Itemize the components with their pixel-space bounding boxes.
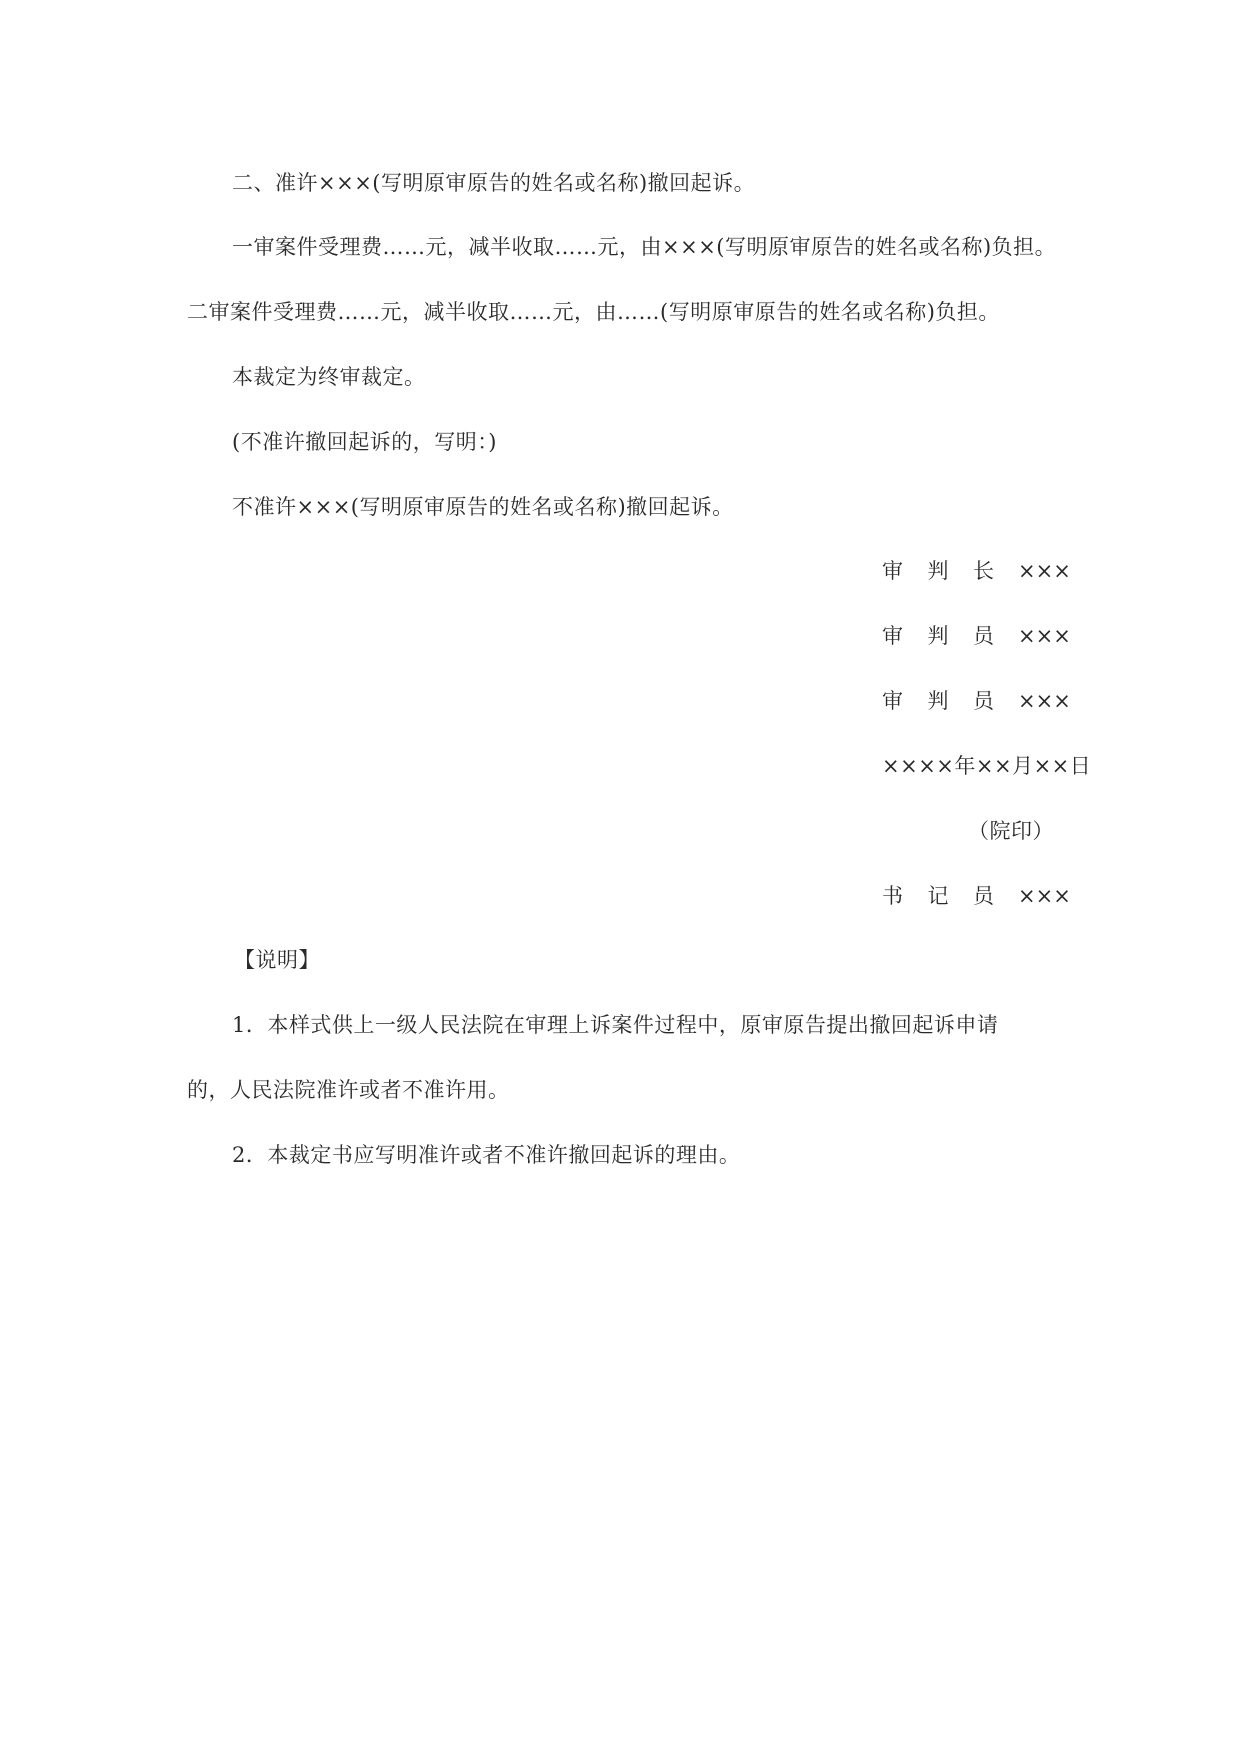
ruling-line-disapprove: 不准许×××(写明原审原告的姓名或名称)撤回起诉。 [232,495,734,519]
notes-heading: 【说明】 [234,948,320,972]
signature-role: 书 记 员 [882,884,994,908]
ruling-line-final: 本裁定为终审裁定。 [232,365,426,389]
signature-name: ××× [1018,559,1071,583]
ruling-line-first-instance-fee: 一审案件受理费……元，减半收取……元，由×××(写明原审原告的姓名或名称)负担。 [232,235,1057,259]
note-item-1: 1．本样式供上一级人民法院在审理上诉案件过程中，原审原告提出撤回起诉申请 [232,1013,999,1037]
signature-role: 审 判 员 [882,624,994,648]
ruling-line-approve: 二、准许×××(写明原审原告的姓名或名称)撤回起诉。 [232,171,756,195]
signature-name: ××× [1018,624,1071,648]
signature-role: 审 判 长 [882,559,994,583]
court-seal-label: （院印） [968,819,1054,843]
signature-name: ××× [1018,689,1071,713]
signature-judge-1 [882,621,1071,651]
note-item-1-continued: 的，人民法院准许或者不准许用。 [187,1078,510,1102]
ruling-date: ××××年××月××日 [882,754,1092,778]
signature-role: 审 判 员 [882,689,994,713]
note-item-2: 2．本裁定书应写明准许或者不准许撤回起诉的理由。 [232,1143,741,1167]
signature-name: ××× [1018,884,1071,908]
ruling-line-second-instance-fee: 二审案件受理费……元，减半收取……元，由……(写明原审原告的姓名或名称)负担。 [187,300,1000,324]
ruling-line-alt-note: (不准许撤回起诉的，写明：) [232,430,497,454]
signature-judge-2 [882,686,1071,716]
signature-chief-judge [882,556,1071,586]
signature-clerk [882,881,1071,911]
